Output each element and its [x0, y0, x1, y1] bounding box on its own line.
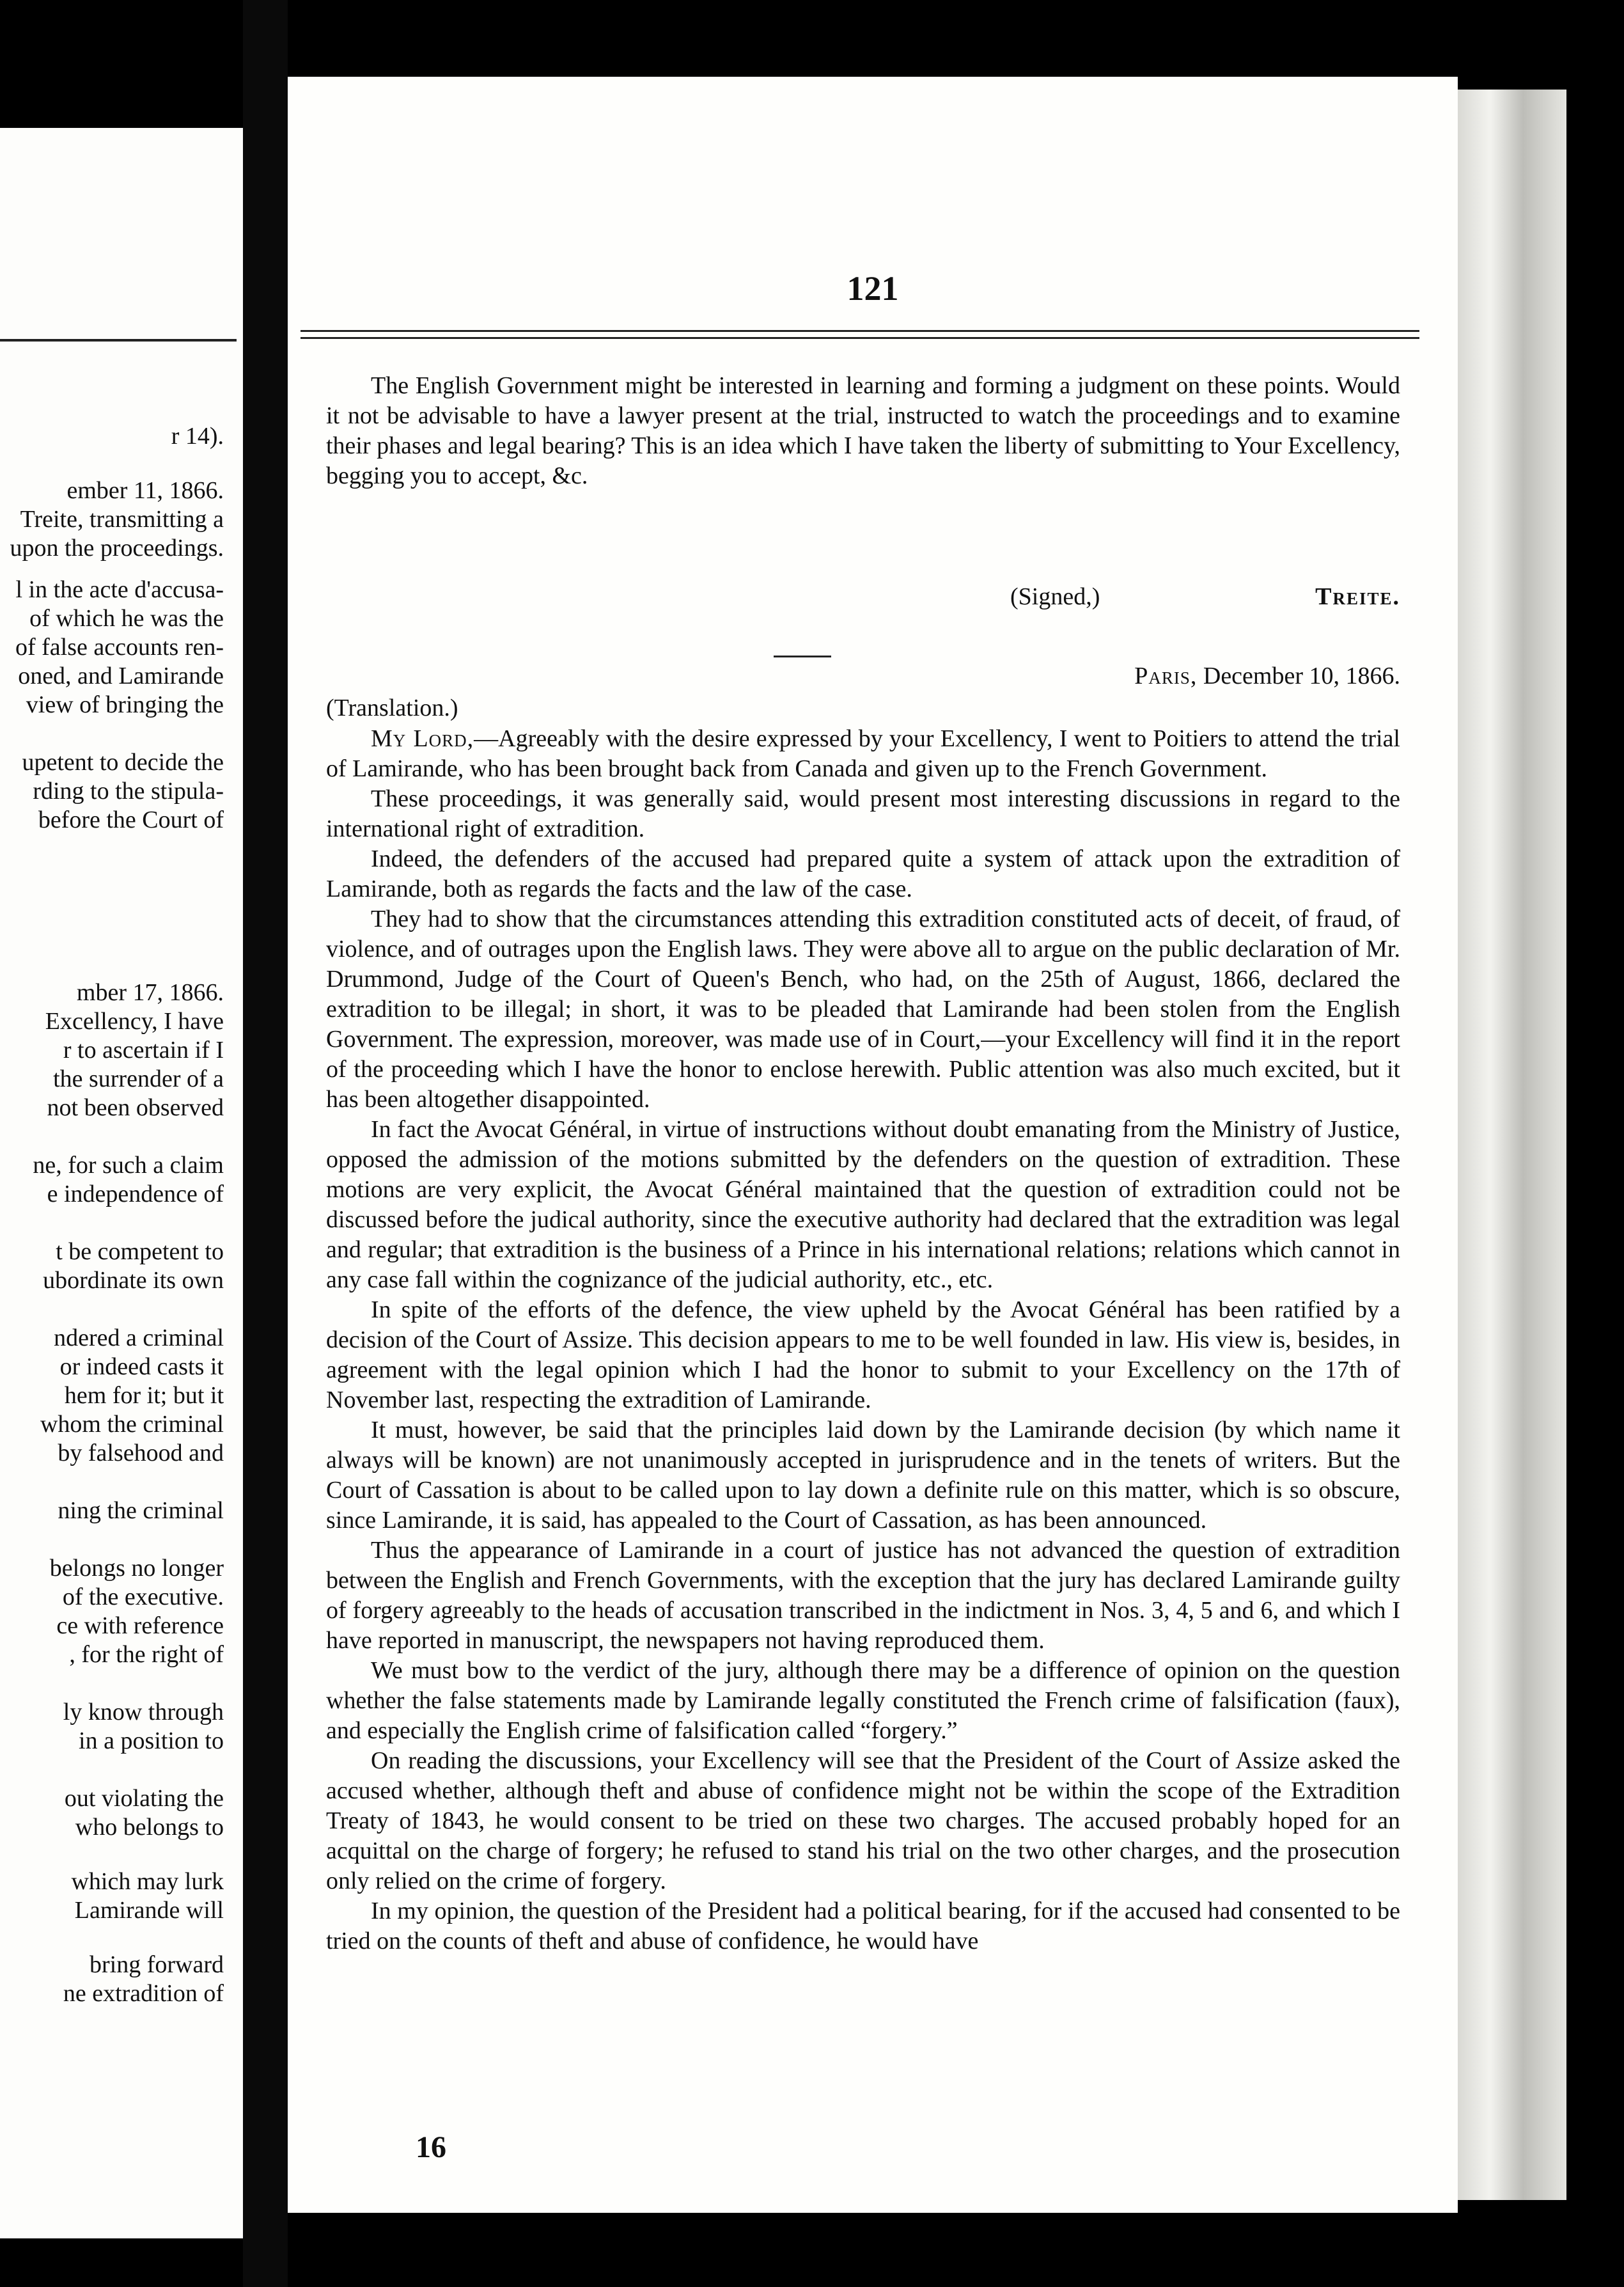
left-page-line: r 14).: [171, 423, 224, 450]
left-page-line: or indeed casts it: [59, 1353, 224, 1380]
letter-paragraph: These proceedings, it was generally said, would present most interesting discussions in regard to the international right of extradition.: [326, 785, 1400, 842]
letter-paragraph: In my opinion, the question of the President had a political bearing, for if the accused had consented to be tried on the counts of theft and abuse of confidence, he would have: [326, 1898, 1400, 1954]
left-page-line: whom the criminal: [40, 1411, 224, 1438]
left-page-line: of which he was the: [29, 605, 224, 632]
left-page-line: ubordinate its own: [43, 1267, 224, 1294]
left-page-line: ning the criminal: [58, 1497, 224, 1524]
left-page-line: view of bringing the: [26, 691, 224, 718]
left-page-line: , for the right of: [69, 1641, 224, 1668]
letter-paragraph: In fact the Avocat Général, in virtue of instructions without doubt emanating from the Ministry of Justice, opposed the admission of the motions submitted by the defenders on the question of extradition. These motions are very explicit, the Avocat Général maintained that the question of extradition could not be discussed before the judical authority, since the executive authority had declared that the extradition was legal and regular; that extradition is the business of a Prince in his international relations; relations which cannot in any case fall within the cognizance of the judicial authority, etc., etc.: [326, 1116, 1400, 1293]
left-page-line: hem for it; but it: [64, 1382, 224, 1409]
signed-label: (Signed,): [1010, 583, 1100, 610]
letter-paragraph: They had to show that the circumstances attending this extradition constituted acts of deceit, of fraud, of violence, and of outrages upon the English laws. They were above all to argue on the public declaration of Mr. Drummond, Judge of the Court of Queen's Bench, who had, on the 25th of August, 1866, declared the extradition to be illegal; in short, it was to be pleaded that Lamirande had been stolen from the English Government. The expression, moreover, was made use of in Court,—your Excellency will find it in the report of the proceeding which I have the honor to enclose herewith. Public attention was also much excited, but it has been altogether disappointed.: [326, 906, 1400, 1113]
left-page-line: bring forward: [90, 1951, 224, 1978]
letter-place: Paris,: [1134, 663, 1198, 689]
left-page-line: before the Court of: [38, 806, 224, 833]
letter-paragraph: In spite of the efforts of the defence, the view upheld by the Avocat Général has been ratified by a decision of the Court of Assize. This decision appears to me to be well founded in law. His view is, besides, in agreement with the legal opinion which I had the honor to submit to your Excellency on the 17th of November last, respecting the extradition of Lamirande.: [326, 1296, 1400, 1413]
intro-paragraph-block: [326, 371, 1400, 491]
letter-salutation: My Lord,: [371, 725, 474, 752]
left-page-line: r to ascertain if I: [63, 1037, 224, 1064]
letter-paragraph: On reading the discussions, your Excellency will see that the President of the Court of Assize asked the accused whether, although theft and abuse of confidence might not be within the scope of the Extradition Treaty of 1843, he would consent to be tried on these two charges. The accused probably hoped for an acquittal on the charge of forgery; he refused to stand his trial on the two other charges, and the prosecution only relied on the crime of forgery.: [326, 1747, 1400, 1894]
letter-paragraph: Indeed, the defenders of the accused had prepared quite a system of attack upon the extradition of Lamirande, both as regards the facts and the law of the case.: [326, 845, 1400, 902]
printer-signature-mark: 16: [416, 2130, 446, 2164]
left-page-line: not been observed: [47, 1094, 224, 1121]
page-edges: [1458, 90, 1566, 2200]
left-page-line: belongs no longer: [49, 1555, 224, 1582]
left-page-line: which may lurk: [71, 1868, 224, 1895]
left-page-line: e independence of: [47, 1181, 224, 1207]
left-page-line: t be competent to: [56, 1238, 224, 1265]
left-page-line: ne extradition of: [63, 1980, 224, 2007]
main-page: [288, 77, 1458, 2213]
left-page-line: ndered a criminal: [54, 1324, 224, 1351]
letter-date: December 10, 1866.: [1203, 663, 1400, 689]
letter-paragraph: My Lord,—Agreeably with the desire expressed by your Excellency, I went to Poitiers to attend the trial of Lamirande, who has been brought back from Canada and given up to the French Government.: [326, 725, 1400, 782]
section-divider: [774, 656, 831, 657]
left-page-line: the surrender of a: [53, 1065, 224, 1092]
book-gutter: [243, 0, 288, 2287]
left-page-rule: [0, 339, 237, 342]
letter-paragraph: It must, however, be said that the principles laid down by the Lamirande decision (by which name it always will be known) are not unanimously accepted in jurisprudence and in the tenets of writers. But the Court of Cassation is about to be called upon to lay down a definite rule on this matter, which is so obscure, since Lamirande, it is said, has appealed to the Court of Cassation, as has been announced.: [326, 1417, 1400, 1534]
intro-paragraph: The English Government might be interested in learning and forming a judgment on these points. Would it not be advisable to have a lawyer present at the trial, instructed to watch the proceedings and to examine their phases and legal bearing? This is an idea which I have taken the liberty of submitting to Your Excellency, begging you to accept, &c.: [326, 372, 1400, 489]
left-page-line: ne, for such a claim: [33, 1152, 224, 1179]
translation-label: (Translation.): [326, 695, 458, 721]
letter-body: [326, 724, 1400, 1956]
left-page-line: ce with reference: [56, 1612, 224, 1639]
letter-dateline: [326, 662, 1400, 690]
left-page-line: of false accounts ren-: [15, 634, 224, 661]
left-page-line: ember 11, 1866.: [66, 477, 224, 504]
left-page-line: who belongs to: [75, 1814, 224, 1841]
left-page-line: ly know through: [63, 1699, 224, 1725]
signatory-name: Treite.: [1315, 583, 1400, 610]
left-page-line: by falsehood and: [58, 1440, 224, 1466]
left-page-line: in a position to: [79, 1727, 224, 1754]
left-facing-page: [0, 128, 243, 2238]
left-page-line: upon the proceedings.: [10, 535, 224, 562]
left-page-line: upetent to decide the: [22, 749, 224, 776]
header-double-rule: [301, 330, 1419, 339]
left-page-line: l in the acte d'accusa-: [15, 576, 224, 603]
left-page-line: Excellency, I have: [45, 1008, 224, 1035]
left-page-line: oned, and Lamirande: [18, 663, 224, 689]
left-page-line: Lamirande will: [74, 1897, 224, 1924]
letter-paragraph: We must bow to the verdict of the jury, although there may be a difference of opinion on the question whether the false statements made by Lamirande legally constituted the French crime of falsification (faux), and especially the English crime of falsification called “forgery.”: [326, 1657, 1400, 1744]
left-page-line: of the executive.: [62, 1584, 224, 1610]
left-page-line: mber 17, 1866.: [76, 979, 224, 1006]
left-page-line: rding to the stipula-: [33, 778, 224, 805]
letter-paragraph: Thus the appearance of Lamirande in a court of justice has not advanced the question of extradition between the English and French Governments, with the exception that the jury has declared Lamirande guilty of forgery agreeably to the heads of accusation transcribed in the indictment in Nos. 3, 4, 5 and 6, and which I have reported in manuscript, the newspapers not having reproduced them.: [326, 1537, 1400, 1654]
left-page-line: out violating the: [64, 1785, 224, 1812]
left-page-line: Treite, transmitting a: [20, 506, 224, 533]
page-number: 121: [847, 269, 899, 308]
